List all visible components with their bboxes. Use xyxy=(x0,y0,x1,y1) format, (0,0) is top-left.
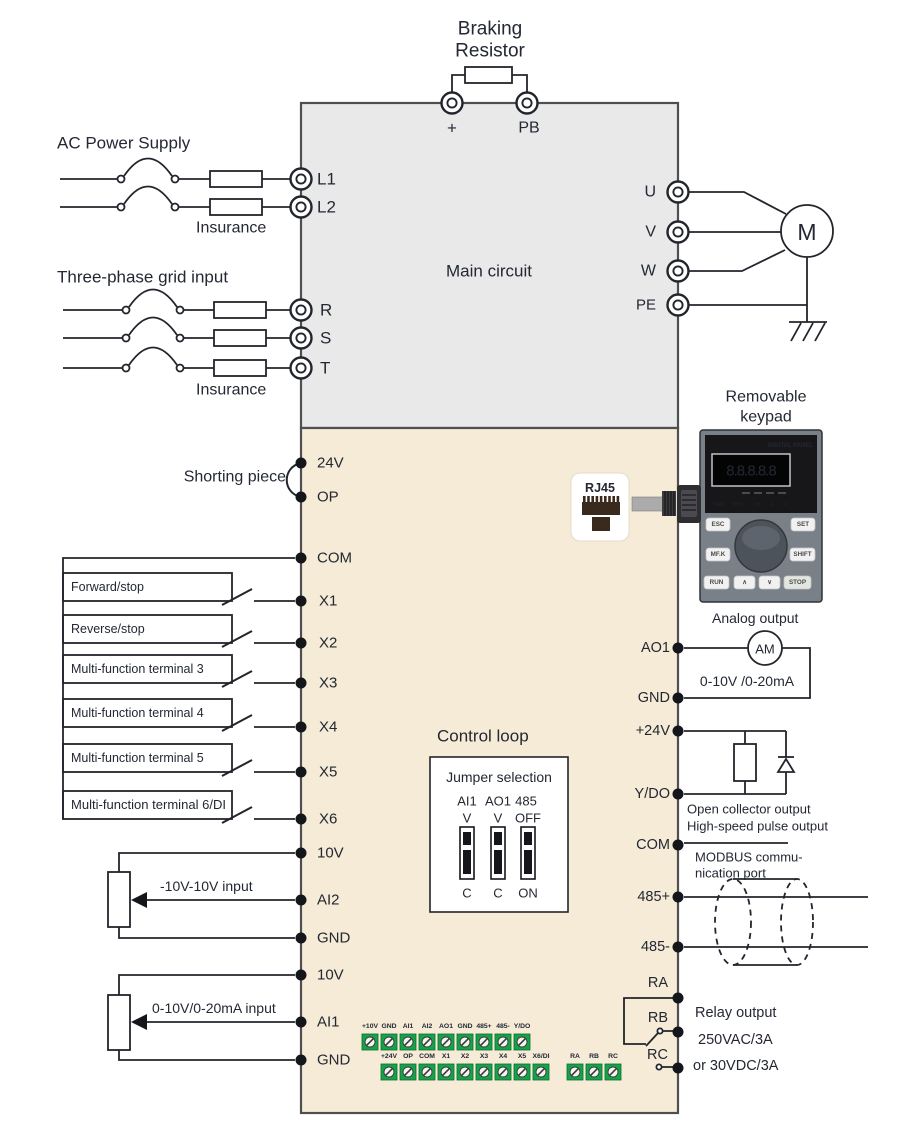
potentiometer-icon xyxy=(108,995,130,1050)
terminal-com-dot xyxy=(673,840,684,851)
input-label: Multi-function terminal 6/DI xyxy=(71,798,226,812)
relay-note-1: Relay output xyxy=(695,1005,777,1021)
three-phase-label: Three-phase grid input xyxy=(57,267,229,287)
fuse-icon xyxy=(210,199,262,215)
switch-contact-icon xyxy=(177,365,184,372)
terminal-plus-label: + xyxy=(447,118,457,138)
strip-label: AI2 xyxy=(421,1023,433,1030)
screw-terminal xyxy=(362,1034,378,1050)
screw-terminal xyxy=(476,1064,492,1080)
digital-panel-label: DIGITAL PANEL xyxy=(768,443,813,449)
terminal-op-dot xyxy=(296,492,307,503)
switch-contact-icon xyxy=(172,176,179,183)
terminal-v-label: V xyxy=(645,223,656,241)
jumper-top-v1: V xyxy=(462,810,472,826)
indicator-hz: Hz xyxy=(754,502,760,508)
open-collector-note-1: Open collector output xyxy=(687,801,811,817)
terminal-10v-label: 10V xyxy=(317,966,344,984)
main-circuit-label: Main circuit xyxy=(446,261,532,281)
shorting-piece-label: Shorting piece xyxy=(183,468,286,486)
terminal-pb-ring xyxy=(517,93,538,114)
switch-contact-icon xyxy=(118,176,125,183)
terminal-t-ring xyxy=(291,358,312,379)
strip-label: +24V xyxy=(380,1053,398,1060)
resistor-icon xyxy=(465,67,512,83)
strip-label: X4 xyxy=(498,1053,508,1060)
strip-label: RA xyxy=(570,1053,580,1060)
terminal-10v-dot xyxy=(296,848,307,859)
fuse-icon xyxy=(214,302,266,318)
strip-label: RC xyxy=(608,1053,618,1060)
motor-label: M xyxy=(797,219,817,245)
terminal-ai1-label: AI1 xyxy=(317,1013,340,1031)
jumper-bot-on: ON xyxy=(518,885,538,901)
terminal-gnd-dot xyxy=(296,933,307,944)
fuse-icon xyxy=(210,171,262,187)
braking-label-2: Resistor xyxy=(455,40,525,62)
screw-terminal xyxy=(514,1034,530,1050)
screw-terminal xyxy=(400,1064,416,1080)
terminal-pb-label: PB xyxy=(518,119,540,137)
screw-terminal xyxy=(419,1064,435,1080)
terminal-ai2-label: AI2 xyxy=(317,891,340,909)
ao-range-label: 0-10V /0-20mA xyxy=(699,673,795,689)
screw-terminal xyxy=(586,1064,602,1080)
relay-pivot-icon xyxy=(657,1028,662,1033)
terminal-rc-label: RC xyxy=(647,1047,668,1063)
strip-label: GND xyxy=(381,1023,397,1030)
terminal-p24-label: +24V xyxy=(635,723,670,739)
display-digits: 8.8.8.8.8 xyxy=(726,462,776,480)
terminal-x5-dot xyxy=(296,767,307,778)
indicator-fwd: FWD xyxy=(713,502,725,508)
down-button-label: ∨ xyxy=(767,579,772,586)
terminal-strip-relay xyxy=(567,1053,621,1080)
keypad-title-1: Removable xyxy=(725,388,807,406)
terminal-r-label: R xyxy=(320,300,333,320)
jumper-bot-c1: C xyxy=(462,885,472,901)
terminal-ai2-dot xyxy=(296,895,307,906)
terminal-w-label: W xyxy=(640,262,656,280)
jumper-switch-icon xyxy=(460,827,474,879)
terminal-x5-label: X5 xyxy=(319,763,338,781)
switch-contact-icon xyxy=(123,365,130,372)
strip-label: GND xyxy=(457,1023,473,1030)
jumper-bot-c2: C xyxy=(493,885,503,901)
terminal-24v-dot xyxy=(296,458,307,469)
screw-terminal xyxy=(495,1064,511,1080)
modbus-note-2: nication port xyxy=(695,865,766,881)
strip-label: 485- xyxy=(496,1023,510,1030)
insurance-label-bottom: Insurance xyxy=(196,381,267,399)
screw-terminal xyxy=(533,1064,549,1080)
terminal-ao1-label: AO1 xyxy=(640,640,670,656)
strip-label: +10V xyxy=(361,1023,379,1030)
fuse-icon xyxy=(214,360,266,376)
fuse-icon xyxy=(214,330,266,346)
terminal-10v-dot xyxy=(296,970,307,981)
terminal-10v-label: 10V xyxy=(317,844,344,862)
screw-terminal xyxy=(419,1034,435,1050)
screw-terminal xyxy=(400,1034,416,1050)
switch-contact-icon xyxy=(123,307,130,314)
terminal-x4-label: X4 xyxy=(319,718,338,736)
terminal-x1-label: X1 xyxy=(319,592,338,610)
terminal-plus-ring xyxy=(442,93,463,114)
terminal-x6-label: X6 xyxy=(319,810,338,828)
strip-label: X3 xyxy=(479,1053,489,1060)
terminal-rb-label: RB xyxy=(647,1010,668,1026)
strip-label: AO1 xyxy=(439,1023,453,1030)
terminal-x3-label: X3 xyxy=(319,674,338,692)
potentiometer-icon xyxy=(108,872,130,927)
screw-terminal xyxy=(605,1064,621,1080)
terminal-485p-label: 485+ xyxy=(637,889,670,905)
switch-contact-icon xyxy=(118,204,125,211)
ai2-note: -10V-10V input xyxy=(160,878,253,894)
jumper-title: Jumper selection xyxy=(446,769,552,785)
terminal-com-label: COM xyxy=(317,549,352,567)
run-button-label: RUN xyxy=(709,579,724,586)
terminal-ra-label: RA xyxy=(647,975,668,991)
screw-terminal xyxy=(438,1034,454,1050)
terminal-485n-label: 485- xyxy=(640,939,670,955)
load-resistor-icon xyxy=(734,744,756,781)
ammeter-label: AM xyxy=(755,641,775,657)
mfk-button-label: MF.K xyxy=(710,551,726,558)
control-loop-label: Control loop xyxy=(437,726,529,746)
input-label: Multi-function terminal 3 xyxy=(71,662,204,676)
terminal-u-ring xyxy=(668,182,689,203)
strip-label: OP xyxy=(403,1053,413,1060)
modbus-note-1: MODBUS commu- xyxy=(695,849,803,865)
open-collector-note-2: High-speed pulse output xyxy=(687,818,828,834)
terminal-rb-dot xyxy=(673,1027,684,1038)
terminal-gnd-label: GND xyxy=(317,929,351,947)
jumper-top-off: OFF xyxy=(515,810,541,826)
jumper-col-ao1: AO1 xyxy=(484,793,512,809)
keypad-cable xyxy=(632,497,664,511)
rj45-label: RJ45 xyxy=(585,481,615,495)
terminal-strip-row1 xyxy=(362,1023,530,1050)
terminal-op-label: OP xyxy=(317,488,339,506)
screw-terminal xyxy=(457,1064,473,1080)
keypad-title-2: keypad xyxy=(740,408,792,426)
terminal-24v-label: 24V xyxy=(317,454,344,472)
indicator-v: V xyxy=(784,502,788,508)
terminal-s-label: S xyxy=(320,328,332,348)
input-label: Multi-function terminal 4 xyxy=(71,706,204,720)
input-label: Reverse/stop xyxy=(71,622,145,636)
braking-label-1: Braking xyxy=(457,18,523,40)
terminal-485p-dot xyxy=(673,892,684,903)
terminal-x4-dot xyxy=(296,722,307,733)
terminal-ydo-label: Y/DO xyxy=(634,786,670,802)
up-button-label: ∧ xyxy=(742,579,747,586)
terminal-gnd-dot xyxy=(673,693,684,704)
indicator-a: A xyxy=(770,502,774,508)
stop-button-label: STOP xyxy=(788,579,807,586)
terminal-com-label: COM xyxy=(636,837,670,853)
terminal-com-dot xyxy=(296,553,307,564)
indicator-rev: REV xyxy=(733,502,743,508)
terminal-pe-label: PE xyxy=(635,296,656,314)
terminal-ra-dot xyxy=(673,993,684,1004)
terminal-u-label: U xyxy=(644,183,656,201)
jumper-switch-icon xyxy=(491,827,505,879)
terminal-p24-dot xyxy=(673,726,684,737)
set-button-label: SET xyxy=(796,521,810,528)
jumper-top-v2: V xyxy=(493,810,503,826)
terminal-l2-ring xyxy=(291,197,312,218)
screw-terminal xyxy=(381,1064,397,1080)
strip-label: X1 xyxy=(441,1053,451,1060)
strip-label: X2 xyxy=(460,1053,470,1060)
terminal-w-ring xyxy=(668,261,689,282)
jumper-col-ai1: AI1 xyxy=(457,793,477,809)
relay-note-3: or 30VDC/3A xyxy=(693,1058,779,1074)
switch-contact-icon xyxy=(172,204,179,211)
terminal-x2-dot xyxy=(296,638,307,649)
terminal-ai1-dot xyxy=(296,1017,307,1028)
terminal-x2-label: X2 xyxy=(319,634,338,652)
screw-terminal xyxy=(457,1034,473,1050)
terminal-x6-dot xyxy=(296,814,307,825)
terminal-ao1-dot xyxy=(673,643,684,654)
terminal-l1-ring xyxy=(291,169,312,190)
esc-button-label: ESC xyxy=(711,521,725,528)
jumper-col-485: 485 xyxy=(515,793,537,809)
relay-contact-icon xyxy=(656,1064,661,1069)
terminal-485n-dot xyxy=(673,942,684,953)
input-label: Forward/stop xyxy=(71,580,144,594)
terminal-gnd-dot xyxy=(296,1055,307,1066)
screw-terminal xyxy=(438,1064,454,1080)
strip-label: RB xyxy=(589,1053,599,1060)
terminal-r-ring xyxy=(291,300,312,321)
terminal-t-label: T xyxy=(320,358,331,378)
strip-label: Y/DO xyxy=(513,1023,531,1030)
terminal-x1-dot xyxy=(296,596,307,607)
screw-terminal xyxy=(476,1034,492,1050)
terminal-strip-row2 xyxy=(381,1053,550,1080)
terminal-l2-label: L2 xyxy=(317,197,336,217)
shift-button-label: SHIFT xyxy=(793,551,812,558)
strip-label: 485+ xyxy=(476,1023,492,1030)
ac-power-supply-label: AC Power Supply xyxy=(57,133,191,153)
analog-output-label: Analog output xyxy=(712,610,799,626)
screw-terminal xyxy=(381,1034,397,1050)
switch-contact-icon xyxy=(177,335,184,342)
knob-highlight xyxy=(742,526,780,550)
relay-note-2: 250VAC/3A xyxy=(698,1032,773,1048)
strip-label: COM xyxy=(419,1053,435,1060)
strip-label: X6/DI xyxy=(532,1053,550,1060)
terminal-v-ring xyxy=(668,222,689,243)
jumper-switch-icon xyxy=(521,827,535,879)
terminal-rc-dot xyxy=(673,1063,684,1074)
terminal-pe-ring xyxy=(668,295,689,316)
strip-label: X5 xyxy=(517,1053,527,1060)
terminal-x3-dot xyxy=(296,678,307,689)
switch-contact-icon xyxy=(177,307,184,314)
screw-terminal xyxy=(495,1034,511,1050)
screw-terminal xyxy=(514,1064,530,1080)
screw-terminal xyxy=(567,1064,583,1080)
terminal-gnd-label: GND xyxy=(637,690,670,706)
input-label: Multi-function terminal 5 xyxy=(71,751,204,765)
terminal-gnd-label: GND xyxy=(317,1051,351,1069)
strip-label: AI1 xyxy=(402,1023,414,1030)
terminal-l1-label: L1 xyxy=(317,169,336,189)
terminal-s-ring xyxy=(291,328,312,349)
insurance-label-top: Insurance xyxy=(196,219,267,237)
ai1-note: 0-10V/0-20mA input xyxy=(152,1000,276,1016)
switch-contact-icon xyxy=(123,335,130,342)
terminal-ydo-dot xyxy=(673,789,684,800)
